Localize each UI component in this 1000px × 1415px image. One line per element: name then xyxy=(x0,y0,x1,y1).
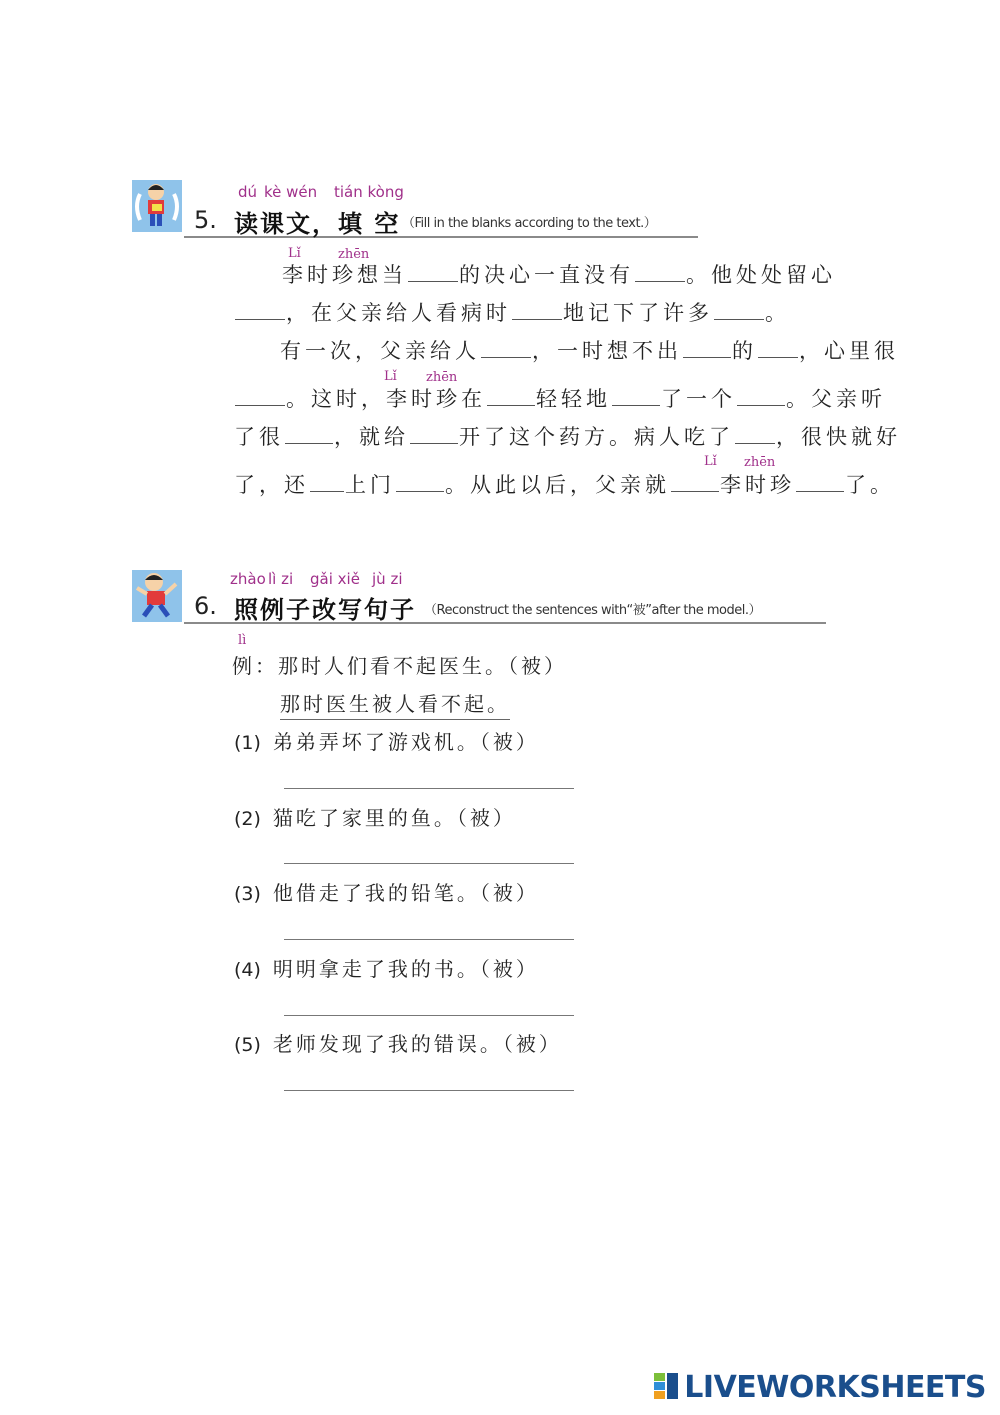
text: 轻轻地 xyxy=(536,387,611,411)
liveworksheets-logo-icon xyxy=(654,1371,680,1401)
section5-english: （Fill in the blanks according to the text.） xyxy=(402,216,657,231)
question-5 xyxy=(234,1028,562,1057)
text: 的决心一直没有 xyxy=(459,263,634,287)
text: ，心里很 xyxy=(799,339,899,363)
blank[interactable] xyxy=(235,385,285,406)
text: ，一时想不出 xyxy=(532,339,682,363)
pinyin-zhao: zhào xyxy=(230,570,266,588)
question-2 xyxy=(234,802,516,831)
section6-number: 6. xyxy=(194,592,217,620)
blank[interactable] xyxy=(635,261,685,282)
p1-line1 xyxy=(282,260,836,290)
blank[interactable] xyxy=(310,471,344,492)
pinyin-juzi: jù zi xyxy=(372,570,403,588)
pinyin-li-example: lì xyxy=(238,633,247,648)
text: 那时医生被人看不起。 xyxy=(280,692,510,716)
text: 。这时，李时珍在 xyxy=(286,387,486,411)
blank[interactable] xyxy=(512,299,562,320)
blank[interactable] xyxy=(612,385,660,406)
question-number: (5) xyxy=(234,1034,261,1056)
example-line xyxy=(232,650,567,679)
text: 了很 xyxy=(234,425,284,449)
pinyin-lizi: lì zi xyxy=(268,570,294,588)
text: ，在父亲给人看病时 xyxy=(286,301,511,325)
pinyin-zhen-3: zhēn xyxy=(744,455,776,470)
pinyin-kewen: kè wén xyxy=(264,183,318,201)
section5-number: 5. xyxy=(194,206,217,234)
question-number: (2) xyxy=(234,808,261,830)
blank[interactable] xyxy=(481,337,531,358)
text: 地记下了许多 xyxy=(563,301,713,325)
blank[interactable] xyxy=(671,471,719,492)
answer-line-3[interactable] xyxy=(284,939,574,940)
question-number: (1) xyxy=(234,732,261,754)
blank[interactable] xyxy=(735,423,775,444)
question-text: 老师发现了我的错误。（被） xyxy=(272,1032,562,1056)
pinyin-zhen-1: zhēn xyxy=(338,247,370,262)
child-running-icon xyxy=(132,570,182,622)
p2-line1 xyxy=(280,336,899,366)
pinyin-li-3: Lǐ xyxy=(704,454,717,469)
answer-line-2[interactable] xyxy=(284,863,574,864)
blank[interactable] xyxy=(285,423,333,444)
blank[interactable] xyxy=(758,337,798,358)
pinyin-tiankong: tián kòng xyxy=(334,183,404,201)
p2-line4 xyxy=(234,470,895,500)
pinyin-du: dú xyxy=(238,183,258,201)
pinyin-li-2: Lǐ xyxy=(384,369,397,384)
text: 了，还 xyxy=(234,473,309,497)
question-number: (3) xyxy=(234,883,261,905)
blank[interactable] xyxy=(410,423,458,444)
section5-title: 读课文，填 空 xyxy=(234,209,401,238)
blank[interactable] xyxy=(235,299,285,320)
text: 有一次，父亲给人 xyxy=(280,339,480,363)
blank[interactable] xyxy=(796,471,844,492)
blank[interactable] xyxy=(683,337,731,358)
question-number: (4) xyxy=(234,959,261,981)
example-label: 例： xyxy=(232,654,278,678)
text: 。他处处留心 xyxy=(686,263,836,287)
pinyin-zhen-2: zhēn xyxy=(426,370,458,385)
p1-line2 xyxy=(234,298,790,328)
blank[interactable] xyxy=(737,385,785,406)
child-reading-icon xyxy=(132,180,182,232)
answer-line-4[interactable] xyxy=(284,1015,574,1016)
question-text: 他借走了我的铅笔。（被） xyxy=(272,881,539,905)
text: ，很快就好 xyxy=(776,425,901,449)
text: 李时珍 xyxy=(720,473,795,497)
answer-line-1[interactable] xyxy=(284,788,574,789)
text: 。 xyxy=(765,301,790,325)
example-answer xyxy=(280,688,510,720)
text: 的 xyxy=(732,339,757,363)
text: ，就给 xyxy=(334,425,409,449)
blank[interactable] xyxy=(487,385,535,406)
question-3 xyxy=(234,877,539,906)
text: 开了这个药方。病人吃了 xyxy=(459,425,734,449)
pinyin-gaixie: gǎi xiě xyxy=(310,570,360,588)
question-text: 明明拿走了我的书。（被） xyxy=(272,957,539,981)
blank[interactable] xyxy=(408,261,458,282)
pinyin-li-1: Lǐ xyxy=(288,246,301,261)
text: 。从此以后，父亲就 xyxy=(445,473,670,497)
blank[interactable] xyxy=(396,471,444,492)
text: 了一个 xyxy=(661,387,736,411)
question-4 xyxy=(234,953,539,982)
liveworksheets-logo xyxy=(654,1370,986,1405)
text: 了。 xyxy=(845,473,895,497)
section6-title: 照例子改写句子 xyxy=(234,595,416,624)
p2-line3 xyxy=(234,422,901,452)
example-sentence: 那时人们看不起医生。（被） xyxy=(278,654,567,678)
text: 李时珍想当 xyxy=(282,263,407,287)
question-text: 弟弟弄坏了游戏机。（被） xyxy=(272,730,539,754)
text: 。父亲听 xyxy=(786,387,886,411)
section6-english: （Reconstruct the sentences with“被”after the model.） xyxy=(424,603,761,618)
text: 上门 xyxy=(345,473,395,497)
question-text: 猫吃了家里的鱼。（被） xyxy=(272,806,516,830)
p2-line2 xyxy=(234,384,886,414)
logo-text: LIVEWORKSHEETS xyxy=(684,1370,986,1405)
answer-line-5[interactable] xyxy=(284,1090,574,1091)
question-1 xyxy=(234,726,539,755)
blank[interactable] xyxy=(714,299,764,320)
